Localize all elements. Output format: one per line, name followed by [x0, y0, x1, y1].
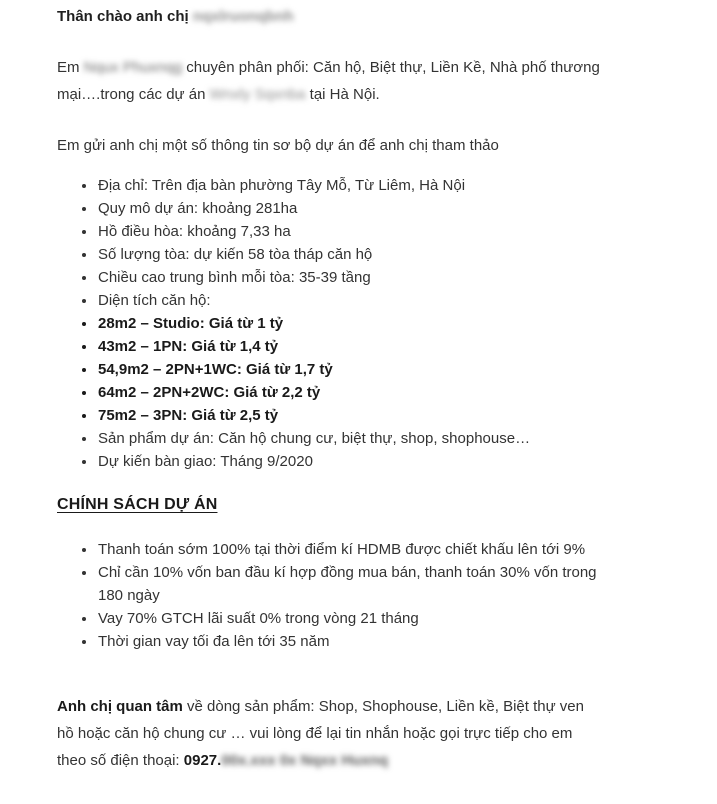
project-info-item: • Dự kiến bàn giao: Tháng 9/2020 — [97, 450, 604, 473]
policy-list — [57, 538, 604, 653]
price-item-2pn2wc: • 64m2 – 2PN+2WC: Giá từ 2,2 tỷ — [97, 381, 604, 404]
project-info-item: • Quy mô dự án: khoảng 281ha — [97, 197, 604, 220]
project-name-redacted: Wnxly Sqxnba — [209, 86, 306, 103]
policy-heading: CHÍNH SÁCH DỰ ÁN — [57, 496, 218, 513]
sender-name-redacted: Nqux Phuxnqg — [83, 59, 183, 76]
recipient-name-redacted: nqxlruonqbnh — [192, 8, 294, 25]
project-info-item: • Chiều cao trung bình mỗi tòa: 35-39 tầng — [97, 266, 604, 289]
phone-prefix: 0927. — [183, 752, 222, 769]
closing-body-text: về dòng sản phẩm: Shop, Shophouse, Liền kề, Biệt thự ven hồ hoặc căn hộ chung cư … vui lòng để lại tin nhắn hoặc gọi trực tiếp cho em theo số điện thoại: — [57, 698, 584, 769]
closing-lead-bold: Anh chị quan tâm — [57, 698, 183, 715]
price-item-3pn: • 75m2 – 3PN: Giá từ 2,5 tỷ — [97, 404, 604, 427]
policy-item: • Vay 70% GTCH lãi suất 0% trong vòng 21 tháng — [97, 607, 604, 630]
intro-paragraph — [57, 54, 604, 108]
project-info-item: • Diện tích căn hộ: — [97, 289, 604, 312]
project-info-item: • Sản phẩm dự án: Căn hộ chung cư, biệt thự, shop, shophouse… — [97, 427, 604, 450]
price-item-2pn1wc: • 54,9m2 – 2PN+1WC: Giá từ 1,7 tỷ — [97, 358, 604, 381]
policy-item: • Thanh toán sớm 100% tại thời điểm kí HDMB được chiết khấu lên tới 9% — [97, 538, 604, 561]
intro-text-before-sender: Em — [57, 59, 80, 76]
intro-text-after-sender: chuyên phân phối: Căn hộ, Biệt thự, Liền Kề, Nhà phố thương mại….trong các dự án — [57, 59, 600, 103]
greeting-heading — [57, 7, 604, 27]
greeting-text: Thân chào anh chị — [57, 8, 189, 25]
project-info-item: • Số lượng tòa: dự kiến 58 tòa tháp căn hộ — [97, 243, 604, 266]
price-item-1pn: • 43m2 – 1PN: Giá từ 1,4 tỷ — [97, 335, 604, 358]
closing-paragraph — [57, 693, 604, 774]
project-info-list — [57, 174, 604, 473]
policy-item: • Chỉ cần 10% vốn ban đầu kí hợp đồng mua bán, thanh toán 30% vốn trong 180 ngày — [97, 561, 604, 607]
intro-text-after-project: tại Hà Nội. — [309, 86, 380, 103]
project-info-item: • Địa chỉ: Trên địa bàn phường Tây Mỗ, Từ Liêm, Hà Nội — [97, 174, 604, 197]
phone-suffix-redacted: 00x.xxx 0x Nqxx Huxnq — [221, 752, 389, 769]
policy-item: • Thời gian vay tối đa lên tới 35 năm — [97, 630, 604, 653]
project-info-item: • Hồ điều hòa: khoảng 7,33 ha — [97, 220, 604, 243]
price-item-studio: • 28m2 – Studio: Giá từ 1 tỷ — [97, 312, 604, 335]
summary-intro-line: Em gửi anh chị một số thông tin sơ bộ dự án để anh chị tham thảo — [57, 137, 499, 154]
